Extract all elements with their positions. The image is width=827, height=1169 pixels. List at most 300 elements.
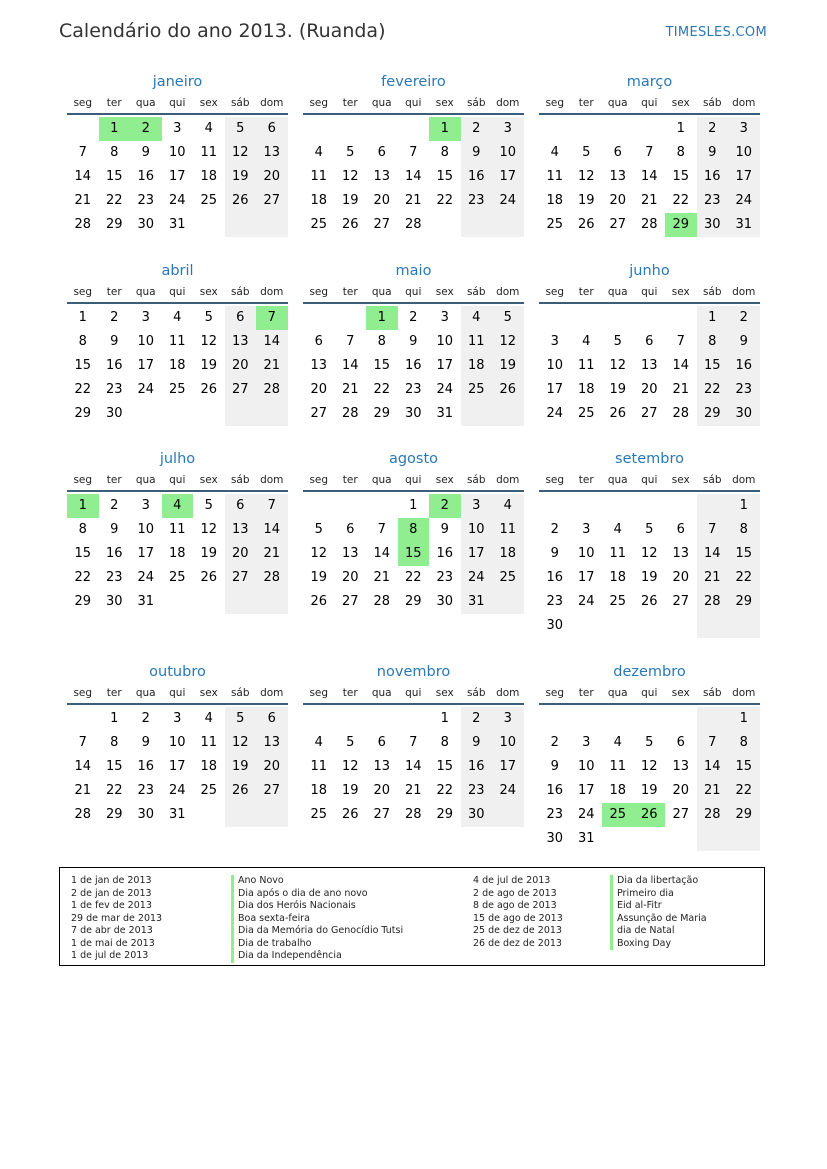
day-cell[interactable]: 20 bbox=[310, 382, 328, 397]
day-cell[interactable]: 24 bbox=[461, 566, 493, 590]
day-cell[interactable]: 3 bbox=[461, 494, 493, 518]
day-cell[interactable]: 18 bbox=[310, 783, 328, 798]
day-cell[interactable]: 12 bbox=[492, 330, 524, 354]
day-cell[interactable]: 30 bbox=[728, 402, 760, 426]
day-cell[interactable]: 26 bbox=[341, 217, 359, 232]
day-cell[interactable]: 25 bbox=[310, 807, 328, 822]
day-cell[interactable]: 15 bbox=[373, 358, 391, 373]
day-cell[interactable]: 8 bbox=[440, 735, 449, 750]
day-cell[interactable]: 24 bbox=[137, 382, 155, 397]
day-cell[interactable]: 11 bbox=[492, 518, 524, 542]
day-cell[interactable]: 2 bbox=[728, 306, 760, 330]
day-cell[interactable]: 2 bbox=[110, 498, 119, 513]
day-cell[interactable]: 20 bbox=[609, 193, 627, 208]
day-cell[interactable]: 16 bbox=[546, 570, 564, 585]
day-cell[interactable]: 5 bbox=[314, 522, 323, 537]
day-cell[interactable]: 19 bbox=[577, 193, 595, 208]
day-cell[interactable]: 13 bbox=[609, 169, 627, 184]
day-cell[interactable]: 6 bbox=[256, 117, 288, 141]
day-cell[interactable]: 14 bbox=[256, 518, 288, 542]
day-cell[interactable]: 7 bbox=[676, 334, 685, 349]
day-cell[interactable]: 19 bbox=[225, 755, 257, 779]
day-cell[interactable]: 12 bbox=[225, 731, 257, 755]
day-cell[interactable]: 13 bbox=[225, 518, 257, 542]
holiday-day-cell[interactable]: 1 bbox=[99, 117, 131, 141]
day-cell[interactable]: 12 bbox=[341, 169, 359, 184]
day-cell[interactable]: 14 bbox=[697, 542, 729, 566]
day-cell[interactable]: 9 bbox=[141, 735, 150, 750]
day-cell[interactable]: 16 bbox=[436, 546, 454, 561]
day-cell[interactable]: 1 bbox=[440, 711, 449, 726]
day-cell[interactable]: 24 bbox=[546, 406, 564, 421]
day-cell[interactable]: 18 bbox=[168, 358, 186, 373]
day-cell[interactable]: 5 bbox=[613, 334, 622, 349]
day-cell[interactable]: 13 bbox=[256, 731, 288, 755]
day-cell[interactable]: 12 bbox=[609, 358, 627, 373]
day-cell[interactable]: 19 bbox=[640, 570, 658, 585]
day-cell[interactable]: 18 bbox=[577, 382, 595, 397]
day-cell[interactable]: 2 bbox=[461, 117, 493, 141]
day-cell[interactable]: 6 bbox=[377, 735, 386, 750]
day-cell[interactable]: 25 bbox=[168, 382, 186, 397]
day-cell[interactable]: 3 bbox=[141, 498, 150, 513]
day-cell[interactable]: 29 bbox=[105, 807, 123, 822]
day-cell[interactable]: 12 bbox=[200, 334, 218, 349]
day-cell[interactable]: 11 bbox=[200, 735, 218, 750]
day-cell[interactable]: 6 bbox=[346, 522, 355, 537]
day-cell[interactable]: 4 bbox=[613, 522, 622, 537]
day-cell[interactable]: 4 bbox=[314, 145, 323, 160]
day-cell[interactable]: 26 bbox=[577, 217, 595, 232]
day-cell[interactable]: 2 bbox=[697, 117, 729, 141]
day-cell[interactable]: 14 bbox=[256, 330, 288, 354]
day-cell[interactable]: 24 bbox=[728, 189, 760, 213]
day-cell[interactable]: 3 bbox=[141, 310, 150, 325]
day-cell[interactable]: 5 bbox=[645, 735, 654, 750]
day-cell[interactable]: 14 bbox=[404, 169, 422, 184]
day-cell[interactable]: 17 bbox=[546, 382, 564, 397]
day-cell[interactable]: 17 bbox=[137, 358, 155, 373]
day-cell[interactable]: 31 bbox=[577, 831, 595, 846]
day-cell[interactable]: 4 bbox=[550, 145, 559, 160]
day-cell[interactable]: 21 bbox=[404, 193, 422, 208]
day-cell[interactable]: 21 bbox=[74, 783, 92, 798]
day-cell[interactable]: 13 bbox=[373, 759, 391, 774]
day-cell[interactable]: 31 bbox=[461, 590, 493, 614]
day-cell[interactable]: 4 bbox=[492, 494, 524, 518]
day-cell[interactable]: 13 bbox=[341, 546, 359, 561]
day-cell[interactable]: 18 bbox=[200, 169, 218, 184]
day-cell[interactable]: 14 bbox=[74, 759, 92, 774]
day-cell[interactable]: 17 bbox=[577, 570, 595, 585]
day-cell[interactable]: 27 bbox=[256, 189, 288, 213]
day-cell[interactable]: 26 bbox=[609, 406, 627, 421]
day-cell[interactable]: 8 bbox=[78, 334, 87, 349]
day-cell[interactable]: 20 bbox=[256, 755, 288, 779]
day-cell[interactable]: 24 bbox=[577, 594, 595, 609]
day-cell[interactable]: 13 bbox=[225, 330, 257, 354]
day-cell[interactable]: 16 bbox=[137, 169, 155, 184]
holiday-day-cell[interactable]: 26 bbox=[634, 803, 666, 827]
day-cell[interactable]: 25 bbox=[609, 594, 627, 609]
day-cell[interactable]: 21 bbox=[697, 566, 729, 590]
day-cell[interactable]: 27 bbox=[672, 807, 690, 822]
day-cell[interactable]: 26 bbox=[200, 382, 218, 397]
day-cell[interactable]: 6 bbox=[676, 735, 685, 750]
day-cell[interactable]: 1 bbox=[676, 121, 685, 136]
day-cell[interactable]: 22 bbox=[436, 193, 454, 208]
holiday-day-cell[interactable]: 1 bbox=[429, 117, 461, 141]
day-cell[interactable]: 29 bbox=[74, 594, 92, 609]
day-cell[interactable]: 20 bbox=[225, 354, 257, 378]
day-cell[interactable]: 14 bbox=[341, 358, 359, 373]
day-cell[interactable]: 29 bbox=[373, 406, 391, 421]
day-cell[interactable]: 9 bbox=[550, 546, 559, 561]
day-cell[interactable]: 2 bbox=[550, 522, 559, 537]
day-cell[interactable]: 19 bbox=[225, 165, 257, 189]
day-cell[interactable]: 4 bbox=[582, 334, 591, 349]
day-cell[interactable]: 30 bbox=[137, 217, 155, 232]
day-cell[interactable]: 8 bbox=[110, 145, 119, 160]
day-cell[interactable]: 20 bbox=[672, 570, 690, 585]
day-cell[interactable]: 5 bbox=[225, 117, 257, 141]
day-cell[interactable]: 10 bbox=[168, 735, 186, 750]
day-cell[interactable]: 11 bbox=[577, 358, 595, 373]
day-cell[interactable]: 1 bbox=[110, 711, 119, 726]
day-cell[interactable]: 4 bbox=[314, 735, 323, 750]
day-cell[interactable]: 29 bbox=[728, 803, 760, 827]
day-cell[interactable]: 22 bbox=[436, 783, 454, 798]
holiday-day-cell[interactable]: 29 bbox=[665, 213, 697, 237]
day-cell[interactable]: 21 bbox=[672, 382, 690, 397]
day-cell[interactable]: 6 bbox=[256, 707, 288, 731]
holiday-day-cell[interactable]: 25 bbox=[602, 803, 634, 827]
day-cell[interactable]: 23 bbox=[728, 378, 760, 402]
day-cell[interactable]: 11 bbox=[310, 169, 328, 184]
day-cell[interactable]: 5 bbox=[346, 735, 355, 750]
day-cell[interactable]: 29 bbox=[436, 807, 454, 822]
day-cell[interactable]: 16 bbox=[404, 358, 422, 373]
day-cell[interactable]: 18 bbox=[310, 193, 328, 208]
day-cell[interactable]: 1 bbox=[409, 498, 418, 513]
day-cell[interactable]: 14 bbox=[672, 358, 690, 373]
day-cell[interactable]: 5 bbox=[492, 306, 524, 330]
day-cell[interactable]: 30 bbox=[404, 406, 422, 421]
day-cell[interactable]: 15 bbox=[105, 759, 123, 774]
day-cell[interactable]: 10 bbox=[728, 141, 760, 165]
day-cell[interactable]: 13 bbox=[373, 169, 391, 184]
day-cell[interactable]: 16 bbox=[137, 759, 155, 774]
day-cell[interactable]: 11 bbox=[609, 759, 627, 774]
day-cell[interactable]: 18 bbox=[546, 193, 564, 208]
day-cell[interactable]: 15 bbox=[74, 546, 92, 561]
day-cell[interactable]: 23 bbox=[105, 382, 123, 397]
day-cell[interactable]: 17 bbox=[168, 759, 186, 774]
holiday-day-cell[interactable]: 2 bbox=[130, 117, 162, 141]
day-cell[interactable]: 29 bbox=[74, 406, 92, 421]
day-cell[interactable]: 30 bbox=[546, 831, 564, 846]
day-cell[interactable]: 17 bbox=[137, 546, 155, 561]
day-cell[interactable]: 23 bbox=[137, 783, 155, 798]
day-cell[interactable]: 22 bbox=[105, 783, 123, 798]
day-cell[interactable]: 19 bbox=[200, 546, 218, 561]
day-cell[interactable]: 28 bbox=[697, 590, 729, 614]
day-cell[interactable]: 5 bbox=[204, 498, 213, 513]
day-cell[interactable]: 28 bbox=[404, 217, 422, 232]
day-cell[interactable]: 25 bbox=[492, 566, 524, 590]
day-cell[interactable]: 26 bbox=[492, 378, 524, 402]
day-cell[interactable]: 27 bbox=[225, 566, 257, 590]
day-cell[interactable]: 10 bbox=[168, 145, 186, 160]
day-cell[interactable]: 26 bbox=[225, 779, 257, 803]
holiday-day-cell[interactable]: 7 bbox=[256, 306, 288, 330]
day-cell[interactable]: 9 bbox=[697, 141, 729, 165]
day-cell[interactable]: 23 bbox=[461, 189, 493, 213]
day-cell[interactable]: 19 bbox=[341, 193, 359, 208]
day-cell[interactable]: 7 bbox=[697, 518, 729, 542]
day-cell[interactable]: 12 bbox=[640, 546, 658, 561]
day-cell[interactable]: 7 bbox=[78, 145, 87, 160]
day-cell[interactable]: 20 bbox=[256, 165, 288, 189]
day-cell[interactable]: 9 bbox=[141, 145, 150, 160]
holiday-day-cell[interactable]: 8 bbox=[398, 518, 430, 542]
day-cell[interactable]: 10 bbox=[436, 334, 454, 349]
day-cell[interactable]: 19 bbox=[492, 354, 524, 378]
day-cell[interactable]: 25 bbox=[200, 783, 218, 798]
day-cell[interactable]: 25 bbox=[310, 217, 328, 232]
day-cell[interactable]: 23 bbox=[461, 779, 493, 803]
day-cell[interactable]: 28 bbox=[74, 807, 92, 822]
day-cell[interactable]: 24 bbox=[492, 189, 524, 213]
day-cell[interactable]: 11 bbox=[310, 759, 328, 774]
day-cell[interactable]: 20 bbox=[225, 542, 257, 566]
day-cell[interactable]: 21 bbox=[74, 193, 92, 208]
day-cell[interactable]: 29 bbox=[105, 217, 123, 232]
day-cell[interactable]: 6 bbox=[314, 334, 323, 349]
day-cell[interactable]: 19 bbox=[341, 783, 359, 798]
day-cell[interactable]: 12 bbox=[225, 141, 257, 165]
day-cell[interactable]: 11 bbox=[168, 334, 186, 349]
day-cell[interactable]: 5 bbox=[582, 145, 591, 160]
day-cell[interactable]: 21 bbox=[373, 570, 391, 585]
day-cell[interactable]: 2 bbox=[110, 310, 119, 325]
day-cell[interactable]: 11 bbox=[609, 546, 627, 561]
day-cell[interactable]: 16 bbox=[105, 546, 123, 561]
day-cell[interactable]: 30 bbox=[105, 406, 123, 421]
day-cell[interactable]: 12 bbox=[577, 169, 595, 184]
holiday-day-cell[interactable]: 2 bbox=[429, 494, 461, 518]
day-cell[interactable]: 8 bbox=[728, 518, 760, 542]
day-cell[interactable]: 16 bbox=[105, 358, 123, 373]
day-cell[interactable]: 31 bbox=[168, 217, 186, 232]
day-cell[interactable]: 22 bbox=[728, 779, 760, 803]
day-cell[interactable]: 3 bbox=[728, 117, 760, 141]
day-cell[interactable]: 18 bbox=[492, 542, 524, 566]
day-cell[interactable]: 15 bbox=[105, 169, 123, 184]
day-cell[interactable]: 4 bbox=[461, 306, 493, 330]
day-cell[interactable]: 16 bbox=[697, 165, 729, 189]
day-cell[interactable]: 2 bbox=[141, 711, 150, 726]
day-cell[interactable]: 11 bbox=[461, 330, 493, 354]
brand-logo[interactable]: TIMESLES.COM bbox=[665, 25, 767, 40]
day-cell[interactable]: 8 bbox=[440, 145, 449, 160]
day-cell[interactable]: 28 bbox=[640, 217, 658, 232]
day-cell[interactable]: 23 bbox=[697, 189, 729, 213]
day-cell[interactable]: 7 bbox=[346, 334, 355, 349]
day-cell[interactable]: 4 bbox=[173, 310, 182, 325]
day-cell[interactable]: 2 bbox=[409, 310, 418, 325]
day-cell[interactable]: 9 bbox=[409, 334, 418, 349]
day-cell[interactable]: 8 bbox=[110, 735, 119, 750]
day-cell[interactable]: 12 bbox=[200, 522, 218, 537]
day-cell[interactable]: 13 bbox=[672, 546, 690, 561]
day-cell[interactable]: 27 bbox=[256, 779, 288, 803]
day-cell[interactable]: 6 bbox=[613, 145, 622, 160]
day-cell[interactable]: 11 bbox=[168, 522, 186, 537]
day-cell[interactable]: 22 bbox=[728, 566, 760, 590]
day-cell[interactable]: 17 bbox=[728, 165, 760, 189]
day-cell[interactable]: 20 bbox=[640, 382, 658, 397]
day-cell[interactable]: 17 bbox=[492, 755, 524, 779]
day-cell[interactable]: 19 bbox=[640, 783, 658, 798]
day-cell[interactable]: 24 bbox=[492, 779, 524, 803]
day-cell[interactable]: 28 bbox=[341, 406, 359, 421]
day-cell[interactable]: 22 bbox=[672, 193, 690, 208]
day-cell[interactable]: 7 bbox=[645, 145, 654, 160]
day-cell[interactable]: 20 bbox=[341, 570, 359, 585]
day-cell[interactable]: 12 bbox=[310, 546, 328, 561]
day-cell[interactable]: 10 bbox=[546, 358, 564, 373]
day-cell[interactable]: 31 bbox=[728, 213, 760, 237]
day-cell[interactable]: 22 bbox=[105, 193, 123, 208]
day-cell[interactable]: 6 bbox=[676, 522, 685, 537]
day-cell[interactable]: 23 bbox=[105, 570, 123, 585]
day-cell[interactable]: 21 bbox=[697, 779, 729, 803]
day-cell[interactable]: 10 bbox=[461, 518, 493, 542]
day-cell[interactable]: 25 bbox=[461, 378, 493, 402]
day-cell[interactable]: 29 bbox=[697, 402, 729, 426]
day-cell[interactable]: 8 bbox=[377, 334, 386, 349]
day-cell[interactable]: 2 bbox=[461, 707, 493, 731]
day-cell[interactable]: 17 bbox=[577, 783, 595, 798]
day-cell[interactable]: 26 bbox=[310, 594, 328, 609]
holiday-day-cell[interactable]: 1 bbox=[67, 494, 99, 518]
day-cell[interactable]: 7 bbox=[697, 731, 729, 755]
day-cell[interactable]: 17 bbox=[436, 358, 454, 373]
day-cell[interactable]: 1 bbox=[697, 306, 729, 330]
day-cell[interactable]: 20 bbox=[672, 783, 690, 798]
day-cell[interactable]: 9 bbox=[440, 522, 449, 537]
day-cell[interactable]: 4 bbox=[204, 121, 213, 136]
day-cell[interactable]: 21 bbox=[256, 542, 288, 566]
day-cell[interactable]: 29 bbox=[728, 590, 760, 614]
day-cell[interactable]: 19 bbox=[310, 570, 328, 585]
day-cell[interactable]: 20 bbox=[373, 783, 391, 798]
day-cell[interactable]: 10 bbox=[137, 522, 155, 537]
day-cell[interactable]: 27 bbox=[373, 217, 391, 232]
day-cell[interactable]: 28 bbox=[373, 594, 391, 609]
day-cell[interactable]: 31 bbox=[436, 406, 454, 421]
day-cell[interactable]: 23 bbox=[546, 807, 564, 822]
holiday-day-cell[interactable]: 15 bbox=[398, 542, 430, 566]
day-cell[interactable]: 13 bbox=[310, 358, 328, 373]
day-cell[interactable]: 24 bbox=[436, 382, 454, 397]
day-cell[interactable]: 18 bbox=[200, 759, 218, 774]
day-cell[interactable]: 18 bbox=[609, 570, 627, 585]
day-cell[interactable]: 19 bbox=[200, 358, 218, 373]
day-cell[interactable]: 1 bbox=[728, 707, 760, 731]
day-cell[interactable]: 26 bbox=[225, 189, 257, 213]
day-cell[interactable]: 15 bbox=[728, 755, 760, 779]
day-cell[interactable]: 15 bbox=[74, 358, 92, 373]
day-cell[interactable]: 24 bbox=[577, 807, 595, 822]
day-cell[interactable]: 22 bbox=[74, 570, 92, 585]
day-cell[interactable]: 4 bbox=[204, 711, 213, 726]
day-cell[interactable]: 17 bbox=[492, 165, 524, 189]
day-cell[interactable]: 15 bbox=[672, 169, 690, 184]
day-cell[interactable]: 22 bbox=[697, 378, 729, 402]
day-cell[interactable]: 23 bbox=[546, 594, 564, 609]
day-cell[interactable]: 13 bbox=[256, 141, 288, 165]
day-cell[interactable]: 4 bbox=[613, 735, 622, 750]
day-cell[interactable]: 8 bbox=[676, 145, 685, 160]
day-cell[interactable]: 26 bbox=[341, 807, 359, 822]
day-cell[interactable]: 9 bbox=[550, 759, 559, 774]
day-cell[interactable]: 13 bbox=[672, 759, 690, 774]
day-cell[interactable]: 30 bbox=[436, 594, 454, 609]
day-cell[interactable]: 21 bbox=[404, 783, 422, 798]
day-cell[interactable]: 5 bbox=[204, 310, 213, 325]
day-cell[interactable]: 19 bbox=[609, 382, 627, 397]
day-cell[interactable]: 24 bbox=[137, 570, 155, 585]
day-cell[interactable]: 25 bbox=[200, 193, 218, 208]
day-cell[interactable]: 20 bbox=[373, 193, 391, 208]
day-cell[interactable]: 10 bbox=[137, 334, 155, 349]
day-cell[interactable]: 3 bbox=[582, 522, 591, 537]
day-cell[interactable]: 6 bbox=[377, 145, 386, 160]
day-cell[interactable]: 15 bbox=[697, 354, 729, 378]
day-cell[interactable]: 10 bbox=[492, 141, 524, 165]
day-cell[interactable]: 15 bbox=[436, 169, 454, 184]
day-cell[interactable]: 9 bbox=[110, 334, 119, 349]
day-cell[interactable]: 27 bbox=[609, 217, 627, 232]
day-cell[interactable]: 9 bbox=[110, 522, 119, 537]
day-cell[interactable]: 23 bbox=[436, 570, 454, 585]
day-cell[interactable]: 16 bbox=[461, 755, 493, 779]
day-cell[interactable]: 28 bbox=[697, 803, 729, 827]
day-cell[interactable]: 18 bbox=[168, 546, 186, 561]
day-cell[interactable]: 10 bbox=[492, 731, 524, 755]
day-cell[interactable]: 6 bbox=[225, 306, 257, 330]
day-cell[interactable]: 24 bbox=[168, 193, 186, 208]
day-cell[interactable]: 1 bbox=[728, 494, 760, 518]
day-cell[interactable]: 31 bbox=[168, 807, 186, 822]
day-cell[interactable]: 12 bbox=[640, 759, 658, 774]
day-cell[interactable]: 28 bbox=[256, 378, 288, 402]
day-cell[interactable]: 2 bbox=[550, 735, 559, 750]
day-cell[interactable]: 6 bbox=[225, 494, 257, 518]
day-cell[interactable]: 14 bbox=[640, 169, 658, 184]
day-cell[interactable]: 27 bbox=[341, 594, 359, 609]
day-cell[interactable]: 14 bbox=[373, 546, 391, 561]
day-cell[interactable]: 27 bbox=[640, 406, 658, 421]
day-cell[interactable]: 3 bbox=[492, 117, 524, 141]
day-cell[interactable]: 15 bbox=[728, 542, 760, 566]
day-cell[interactable]: 7 bbox=[409, 145, 418, 160]
day-cell[interactable]: 18 bbox=[461, 354, 493, 378]
day-cell[interactable]: 6 bbox=[645, 334, 654, 349]
day-cell[interactable]: 17 bbox=[168, 169, 186, 184]
